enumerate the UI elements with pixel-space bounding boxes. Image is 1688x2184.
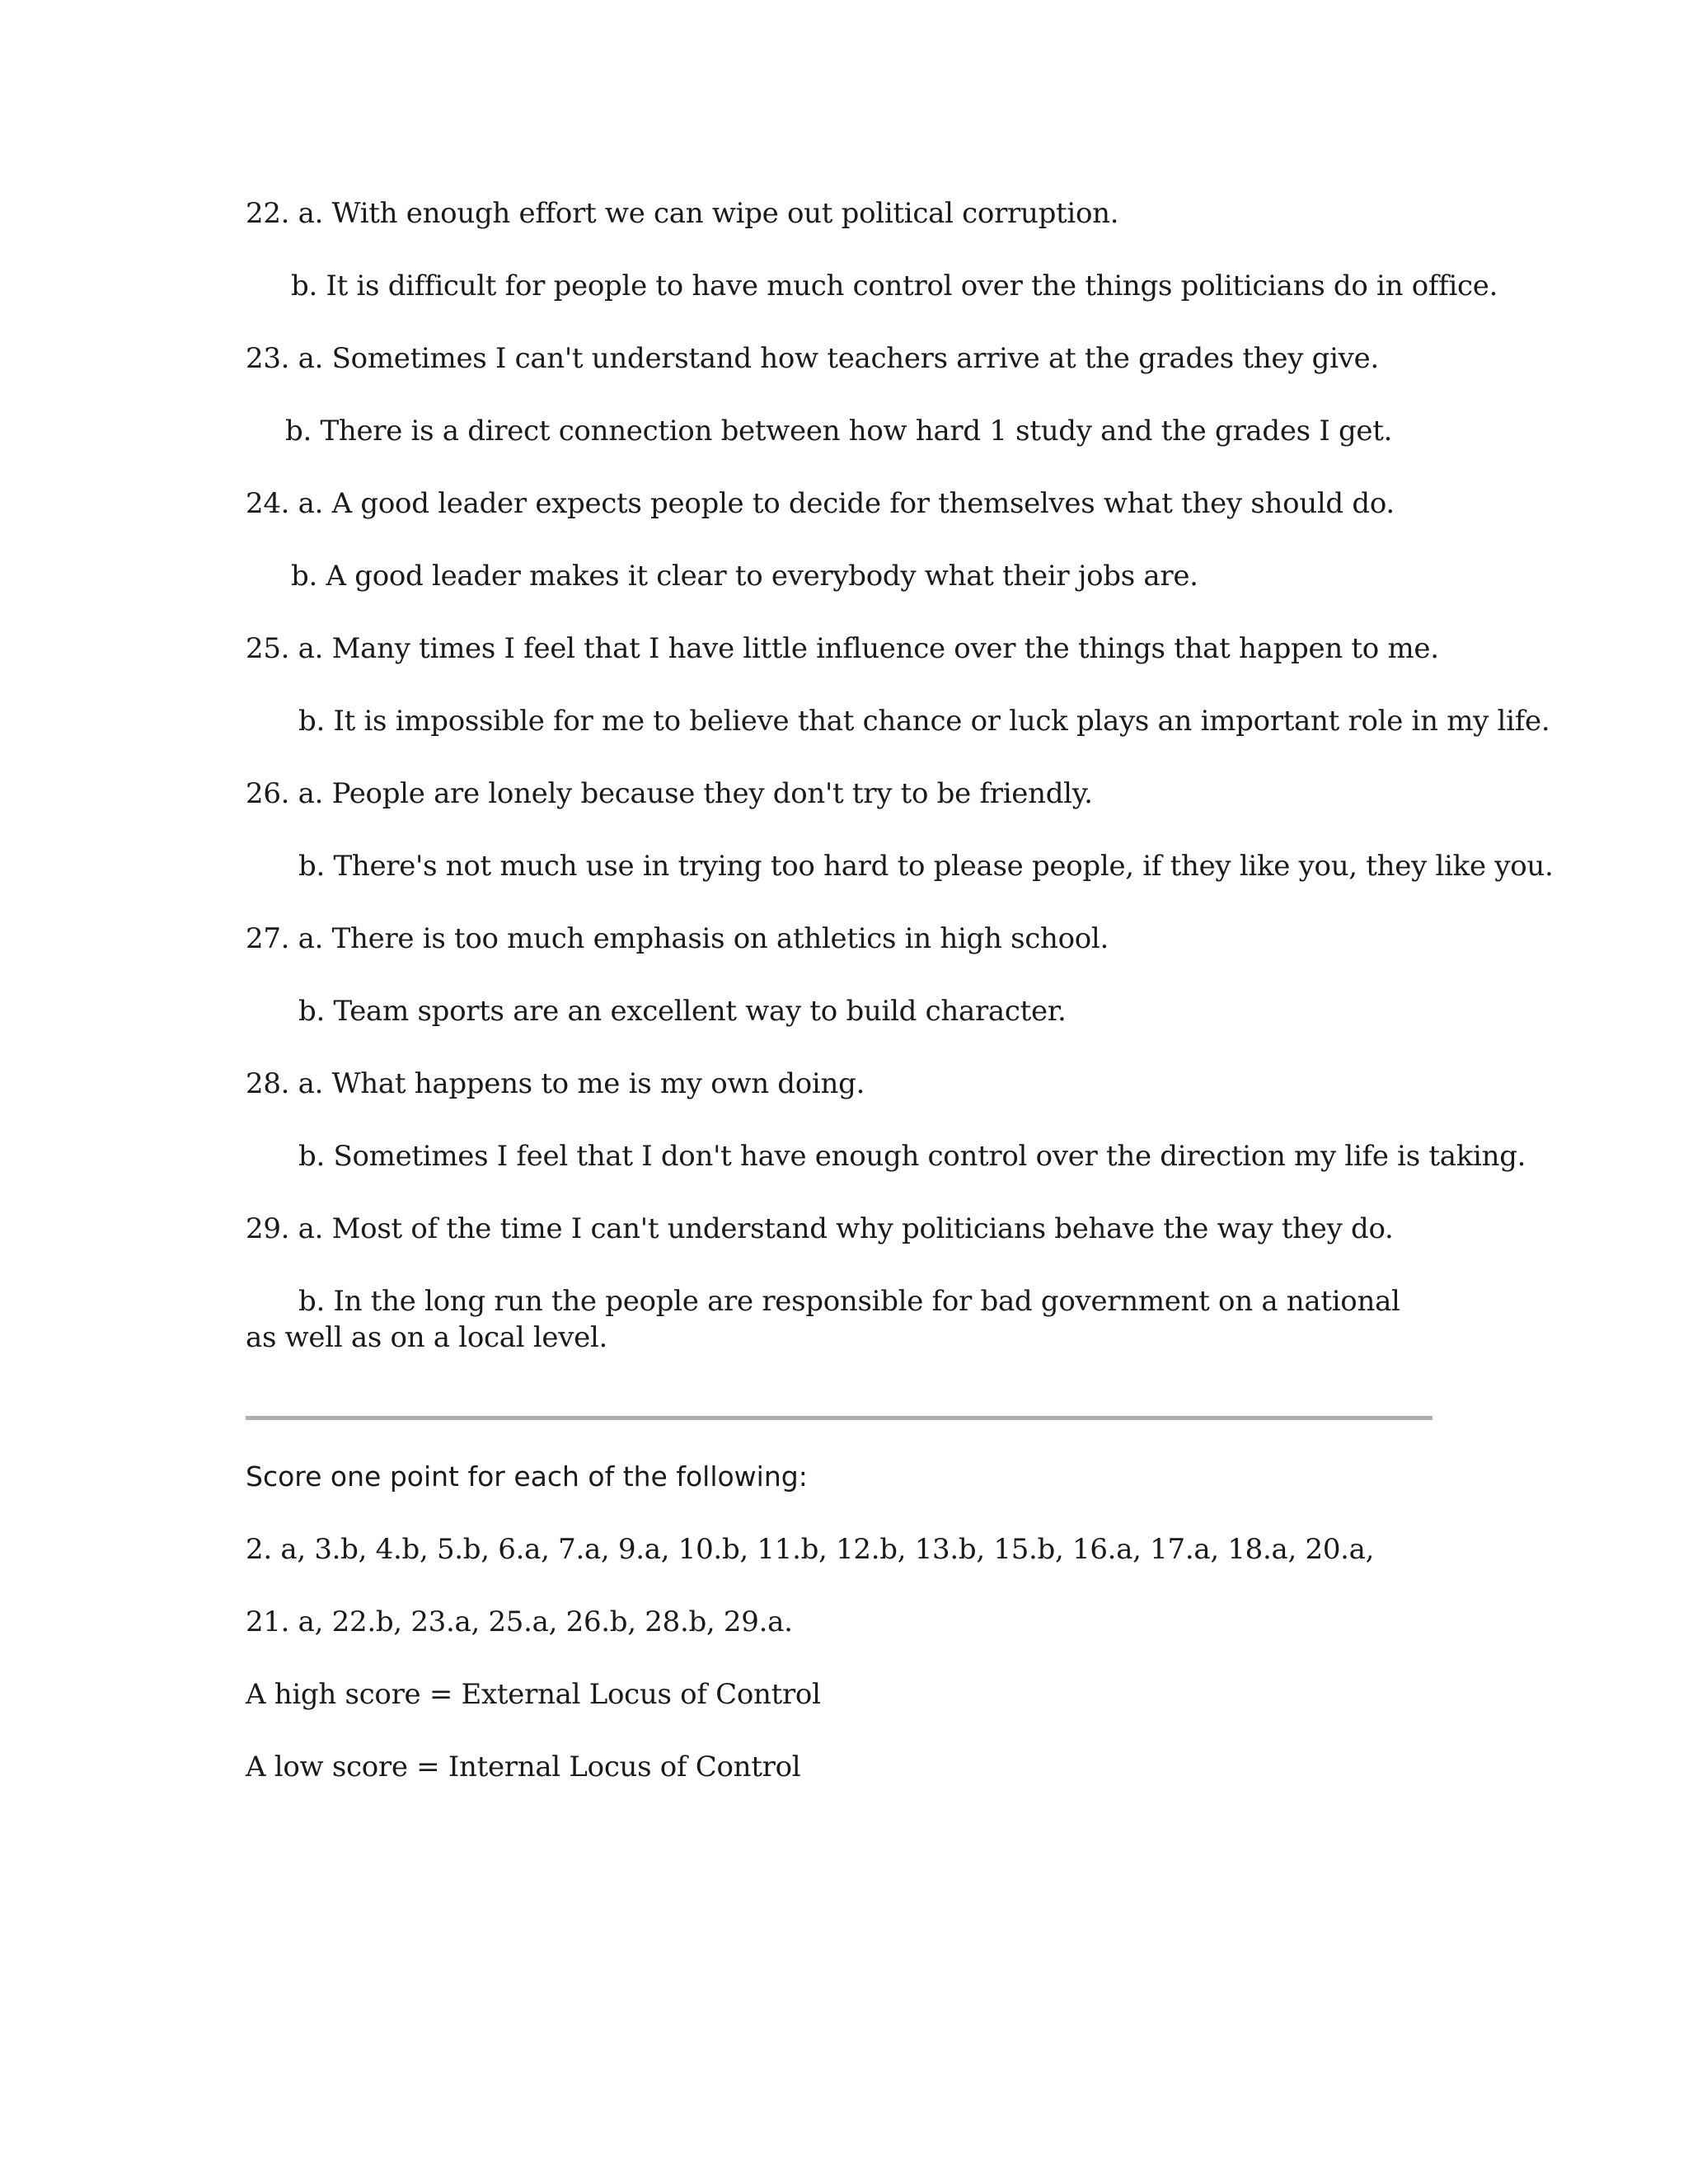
question-26-option-b: b. There's not much use in trying too hard to please people, if they like you, they like you. (298, 850, 1554, 883)
question-23-option-b: b. There is a direct connection between how hard 1 study and the grades I get. (285, 415, 1393, 448)
question-22-option-a: 22. a. With enough effort we can wipe out political corruption. (246, 197, 1119, 230)
high-score-note: A high score = External Locus of Control (246, 1678, 821, 1711)
question-25-option-a: 25. a. Many times I feel that I have little influence over the things that happen to me. (246, 632, 1439, 665)
scoring-items-line-2: 21. a, 22.b, 23.a, 25.a, 26.b, 28.b, 29.a. (246, 1605, 793, 1638)
section-divider (246, 1416, 1432, 1420)
question-29-option-a: 29. a. Most of the time I can't understand why politicians behave the way they do. (246, 1212, 1394, 1245)
question-23-option-a: 23. a. Sometimes I can't understand how teachers arrive at the grades they give. (246, 342, 1379, 375)
question-25-option-b: b. It is impossible for me to believe that chance or luck plays an important role in my life. (298, 705, 1550, 738)
question-26-option-a: 26. a. People are lonely because they don't try to be friendly. (246, 777, 1093, 810)
question-22-option-b: b. It is difficult for people to have much control over the things politicians do in office. (291, 269, 1498, 302)
low-score-note: A low score = Internal Locus of Control (246, 1750, 801, 1783)
question-29-option-b: b. In the long run the people are responsible for bad government on a national as well as on a local level. (246, 1285, 1400, 1354)
question-27-option-a: 27. a. There is too much emphasis on athletics in high school. (246, 922, 1109, 955)
question-24-option-a: 24. a. A good leader expects people to decide for themselves what they should do. (246, 487, 1395, 520)
question-28-option-b: b. Sometimes I feel that I don't have enough control over the direction my life is taking. (298, 1140, 1526, 1173)
question-24-option-b: b. A good leader makes it clear to everybody what their jobs are. (291, 560, 1198, 593)
scoring-heading: Score one point for each of the following: (246, 1460, 808, 1493)
scoring-items-line-1: 2. a, 3.b, 4.b, 5.b, 6.a, 7.a, 9.a, 10.b, 11.b, 12.b, 13.b, 15.b, 16.a, 17.a, 18.a, 20.a, (246, 1533, 1375, 1566)
question-27-option-b: b. Team sports are an excellent way to build character. (298, 995, 1067, 1028)
question-28-option-a: 28. a. What happens to me is my own doing. (246, 1067, 865, 1100)
